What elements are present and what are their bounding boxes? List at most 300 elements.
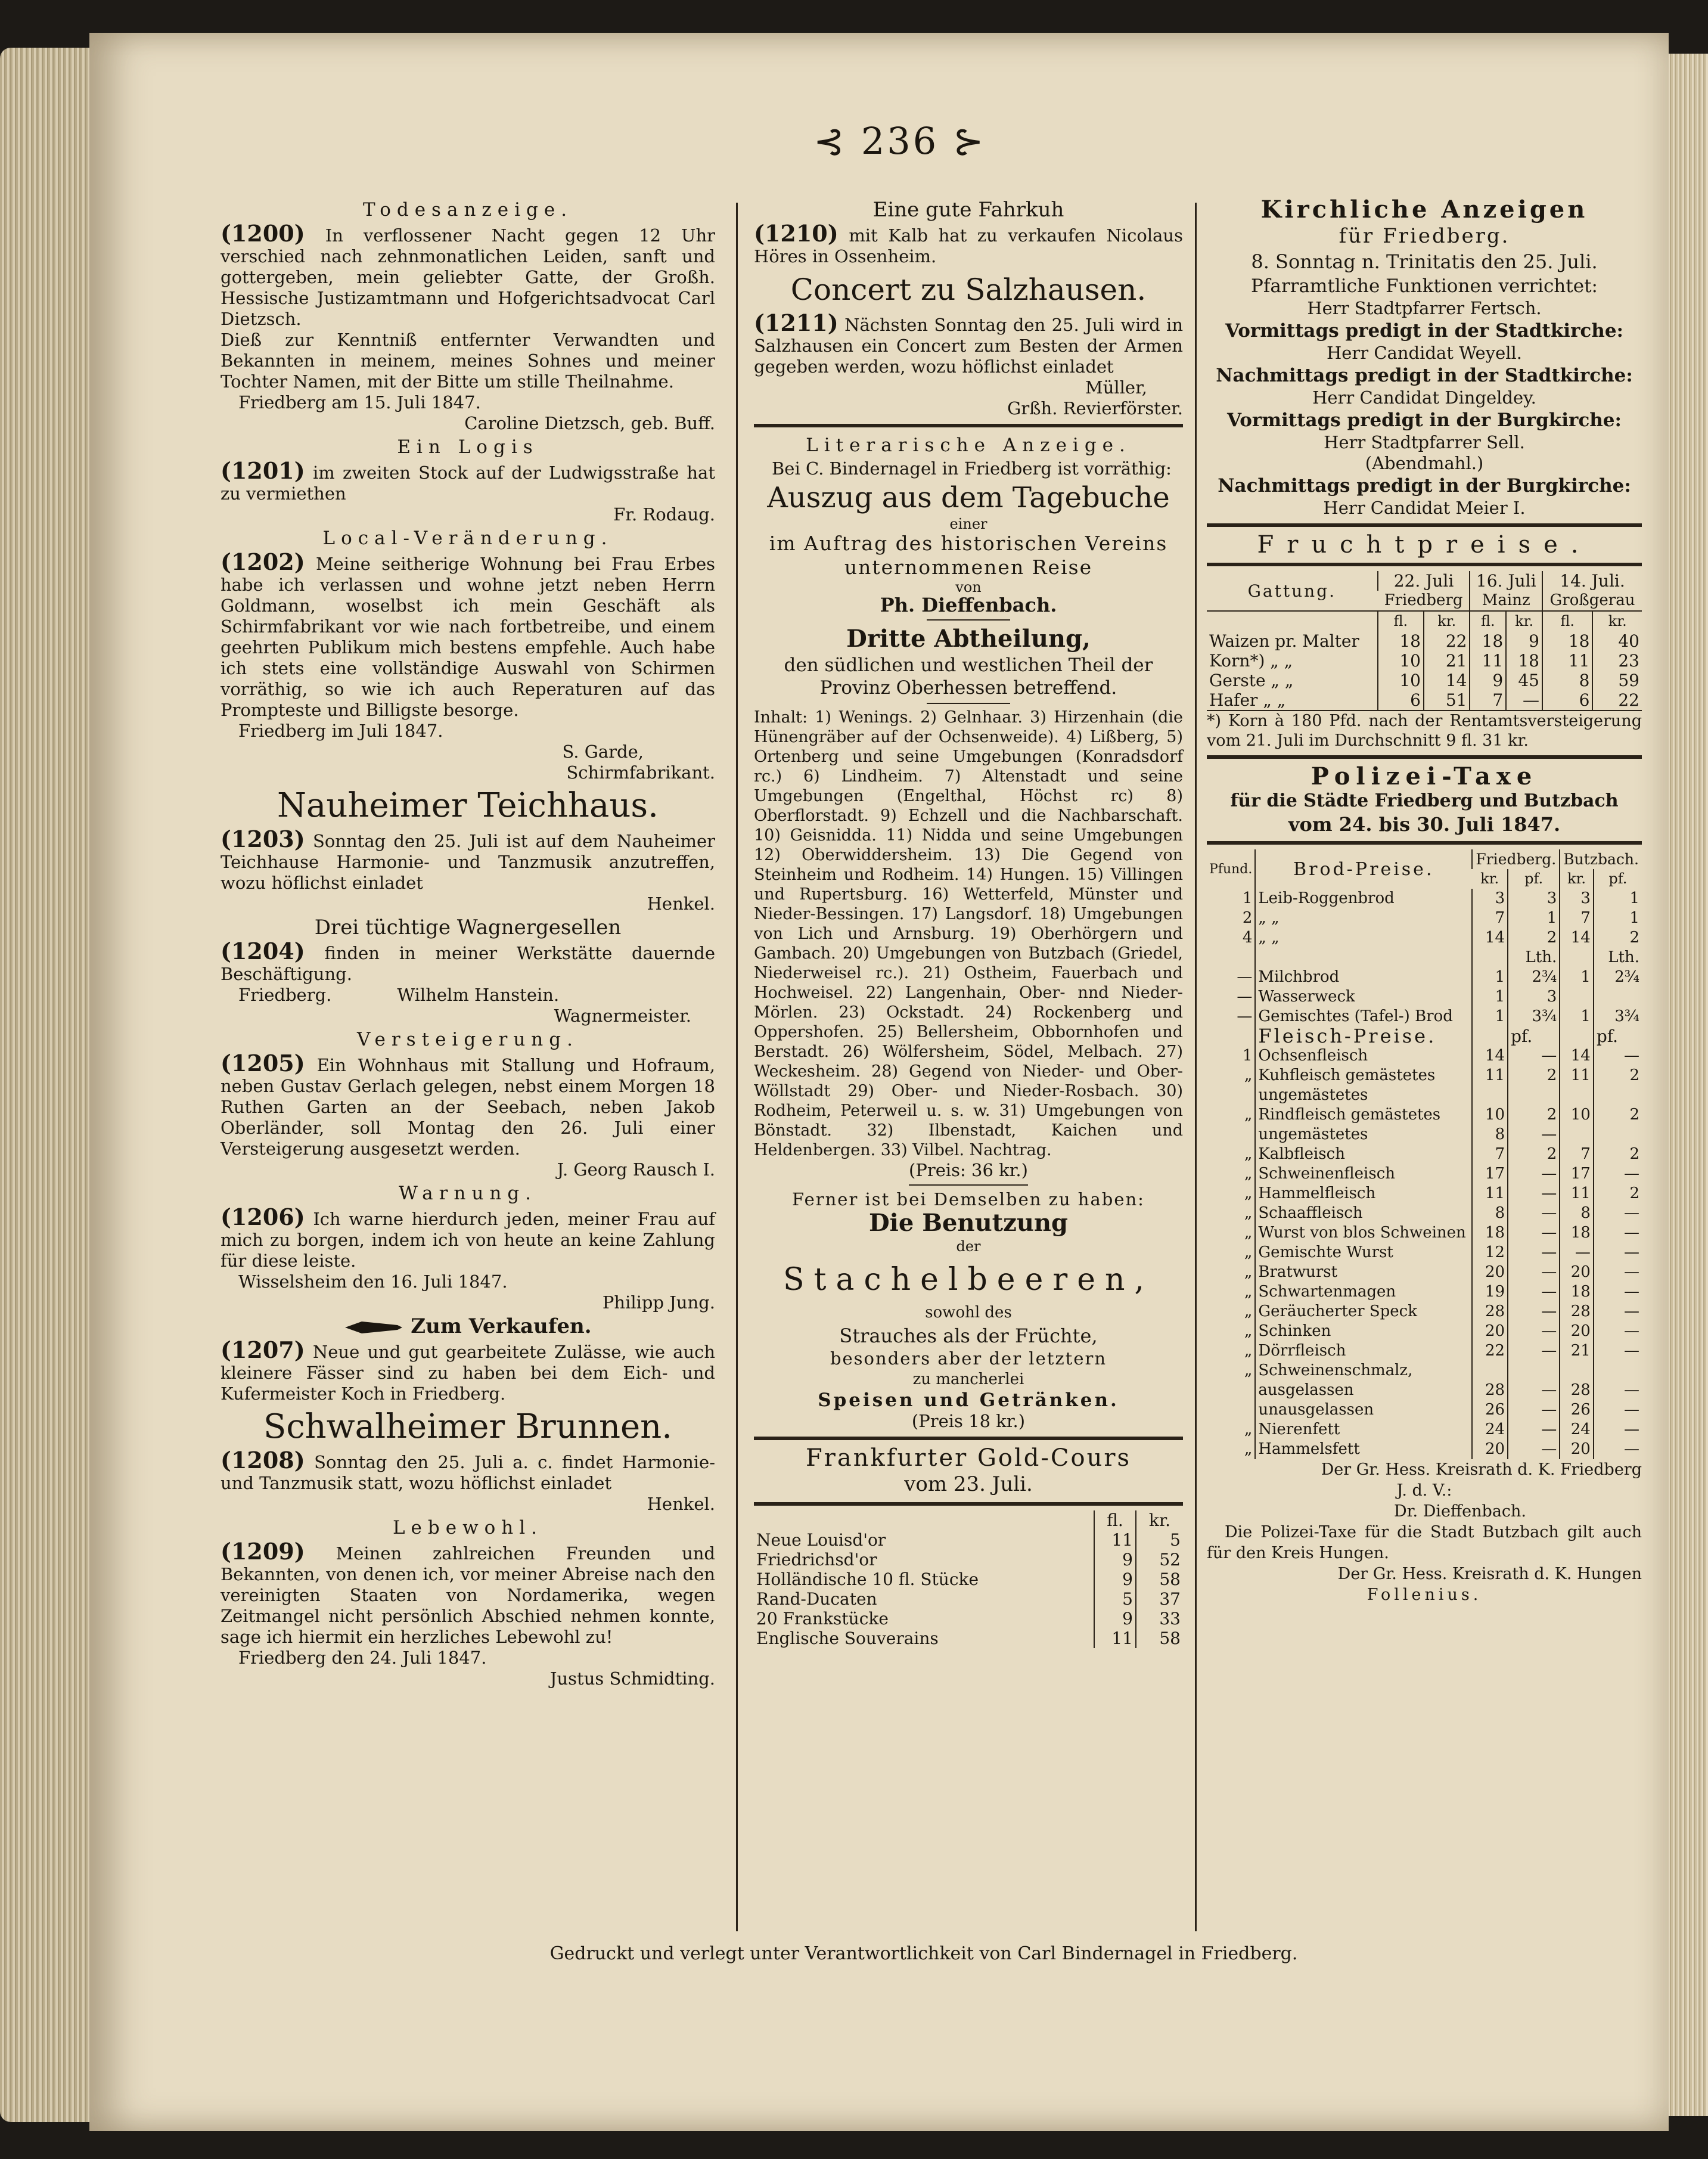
notice-text: Dieß zur Kenntniß entfernter Verwandten und Bekannten in meinem, meines Sohnes und meiner Tochter Namen, mit der Bitte um stille Theilnahme. (221, 330, 715, 392)
notice-signature: Philipp Jung. (602, 1292, 715, 1313)
price-value: — (1508, 1341, 1560, 1361)
table-header: Brod-Preise. (1255, 849, 1472, 889)
section-rule (1207, 755, 1642, 759)
table-row (1207, 1125, 1642, 1144)
notice-body: im zweiten Stock auf der Ludwigsstraße hat zu vermiethen (221, 463, 715, 504)
item-weight: „ (1244, 1224, 1253, 1242)
item-name: Leib-Roggenbrod (1255, 889, 1472, 908)
table-unit: kr. (1560, 869, 1594, 889)
grain-prices-table (1207, 571, 1642, 710)
notice-text (221, 1538, 715, 1648)
price-value: 11 (1560, 1066, 1594, 1085)
church-line: Herr Candidat Meier I. (1323, 498, 1526, 518)
section-subheading: vom 24. bis 30. Juli 1847. (1288, 813, 1561, 836)
price-value: 8 (1542, 671, 1592, 690)
item-name: Wurst von blos Schweinen (1255, 1223, 1472, 1243)
notice-body: Meinen zahlreichen Freunden und Bekannten, von denen ich, vor meiner Abreise nach den vereinigten Staaten von Nordamerika, wegen Zeitmangel nicht persönlich Abschied nehmen konnte, sage ich hiermit ein herzliches Lebewohl zu! (221, 1543, 715, 1647)
table-row (1207, 1144, 1642, 1164)
price-value (1472, 1361, 1508, 1381)
notice-text (221, 1447, 716, 1494)
item-weight (1207, 1381, 1255, 1400)
divider (909, 1184, 1028, 1186)
item-name: Kalbfleisch (1255, 1144, 1472, 1164)
table-unit: kr. (1480, 870, 1499, 887)
price-value: 8 (1472, 1203, 1508, 1223)
notice-number: (1207) (221, 1336, 305, 1363)
imprint-footer: Gedruckt und verlegt unter Verantwortlichkeit von Carl Bindernagel in Friedberg. (549, 1943, 1298, 1964)
notice-number: (1201) (221, 457, 305, 484)
price-value: 3 (1508, 987, 1560, 1007)
price-value: 3¾ (1594, 1007, 1642, 1026)
price-value (1594, 987, 1642, 1007)
table-header: 14. Juli. (1542, 571, 1642, 591)
rate-value: 33 (1136, 1609, 1183, 1628)
price-value: 1 (1560, 1007, 1594, 1026)
rate-value: 9 (1094, 1609, 1136, 1628)
notice-signature: Caroline Dietzsch, geb. Buff. (464, 413, 715, 433)
table-row (1207, 1243, 1642, 1262)
table-unit: kr. (1506, 611, 1542, 631)
table-header: Gattung. (1247, 581, 1337, 601)
table-row (1207, 1046, 1642, 1066)
price-value: — (1594, 1420, 1642, 1440)
notice-signature: Schirmfabrikant. (566, 762, 715, 783)
table-row (1207, 889, 1642, 908)
notice-body: mit Kalb hat zu verkaufen Nicolaus Höres in Ossenheim. (754, 225, 1183, 266)
table-row (754, 1550, 1183, 1569)
price-value: 2 (1594, 1184, 1642, 1203)
price-value: 3 (1472, 889, 1508, 908)
price-value (1560, 948, 1594, 967)
item-weight: „ (1244, 1145, 1253, 1163)
notice-signature: J. Georg Rausch I. (557, 1159, 715, 1180)
church-line: Herr Candidat Dingeldey. (1312, 387, 1536, 408)
table-row (1207, 631, 1642, 651)
table-row (1207, 1400, 1642, 1420)
item-name: Milchbrod (1255, 967, 1472, 987)
item-name: Kuhfleisch gemästetes (1255, 1066, 1472, 1085)
price-value: 10 (1560, 1105, 1594, 1125)
section-rule (754, 1502, 1183, 1506)
price-value: — (1594, 1262, 1642, 1282)
notice-number: (1200) (221, 220, 305, 247)
table-header: fl. (1094, 1510, 1136, 1530)
price-value: 1 (1560, 967, 1594, 987)
table-row (1207, 690, 1642, 710)
price-value: 11 (1560, 1184, 1594, 1203)
price-value: Lth. (1508, 948, 1560, 967)
price-value: 10 (1378, 671, 1424, 690)
table-cell (1472, 1026, 1508, 1046)
price-value: 28 (1472, 1381, 1508, 1400)
item-name: Dörrfleisch (1255, 1341, 1472, 1361)
price-value: 12 (1472, 1243, 1508, 1262)
table-row (754, 1569, 1183, 1589)
item-weight: 4 (1242, 929, 1253, 947)
price-value: 17 (1472, 1164, 1508, 1184)
item-weight: 1 (1242, 889, 1253, 907)
book-title-line: sowohl des (925, 1304, 1012, 1322)
price-value: 21 (1560, 1341, 1594, 1361)
price-value: 23 (1592, 651, 1642, 671)
price-value: 21 (1424, 651, 1470, 671)
pointing-hand-icon (344, 1319, 403, 1336)
church-line: Vormittags predigt in der Burgkirche: (1227, 410, 1622, 431)
notice-date: Friedberg am 15. Juli 1847. (238, 392, 481, 412)
divider (927, 619, 1010, 621)
left-page-edges (0, 48, 101, 2122)
item-name: ungemästetes (1255, 1085, 1472, 1105)
price-value: 19 (1472, 1282, 1508, 1302)
table-row (1207, 948, 1642, 967)
table-row (1207, 1164, 1642, 1184)
table-row (754, 1589, 1183, 1609)
notice-number: (1208) (221, 1447, 305, 1474)
item-weight (1207, 1125, 1255, 1144)
table-cell: pf. (1508, 1026, 1560, 1046)
item-name: Schwartenmagen (1255, 1282, 1472, 1302)
bread-prices-body (1207, 889, 1642, 1026)
notice-date: Wisselsheim den 16. Juli 1847. (238, 1271, 508, 1292)
price-value: 18 (1506, 651, 1542, 671)
price-value: 3 (1560, 889, 1594, 908)
price-value: 1 (1472, 1007, 1508, 1026)
price-value: 59 (1592, 671, 1642, 690)
price-value: — (1560, 1243, 1594, 1262)
price-value (1508, 1361, 1560, 1381)
book-part: Dritte Abtheilung, (846, 625, 1091, 653)
coin-name: Rand-Ducaten (756, 1589, 877, 1609)
price-value: — (1508, 1381, 1560, 1400)
meat-prices-body (1207, 1046, 1642, 1459)
price-value: — (1508, 1223, 1560, 1243)
table-unit: fl. (1378, 611, 1424, 631)
price-value: 2 (1594, 1066, 1642, 1085)
price-value: 20 (1560, 1440, 1594, 1459)
notice-heading: Todesanzeige. (362, 199, 573, 221)
table-row (1207, 1066, 1642, 1085)
notice-signature: Fr. Rodaug. (613, 504, 715, 525)
table-row (1207, 1440, 1642, 1459)
section-rule (1207, 563, 1642, 566)
notice-heading: Versteigerung. (357, 1029, 579, 1050)
notice-heading: Local-Veränderung. (322, 528, 613, 549)
table-unit: fl. (1542, 611, 1592, 631)
price-value: 18 (1560, 1282, 1594, 1302)
price-value: — (1594, 1381, 1642, 1400)
price-value: 40 (1592, 631, 1642, 651)
gold-rates-body (754, 1530, 1183, 1648)
price-value (1594, 1361, 1642, 1381)
table-subheader-row (1207, 1026, 1642, 1046)
item-name: ungemästetes (1255, 1125, 1472, 1144)
price-value: 1 (1508, 908, 1560, 928)
notice-number: (1206) (221, 1203, 305, 1230)
item-weight: — (1237, 988, 1253, 1006)
book-title-line: Strauches als der Früchte, (839, 1324, 1098, 1347)
table-header: Butzbach. (1560, 849, 1642, 869)
price-value: Lth. (1594, 948, 1642, 967)
item-weight (1207, 948, 1255, 967)
item-weight (1207, 1400, 1255, 1420)
notice-text (221, 938, 715, 985)
church-line: Pfarramtliche Funktionen verrichtet: (1251, 275, 1598, 297)
church-line: Herr Candidat Weyell. (1326, 343, 1523, 363)
notice-heading: Warnung. (398, 1183, 538, 1204)
book-title-line: der (956, 1238, 981, 1255)
price-value: 24 (1472, 1420, 1508, 1440)
church-line: Vormittags predigt in der Stadtkirche: (1225, 320, 1623, 342)
item-weight: 2 (1242, 909, 1253, 927)
notice-heading: Drei tüchtige Wagnergesellen (314, 916, 622, 939)
tax-signature: Der Gr. Hess. Kreisrath d. K. Friedberg (1321, 1460, 1642, 1479)
book-title: Die Benutzung (868, 1209, 1068, 1237)
rate-value: 9 (1094, 1569, 1136, 1589)
price-value: 2 (1508, 1066, 1560, 1085)
price-value: — (1508, 1420, 1560, 1440)
item-name: Schinken (1255, 1322, 1472, 1341)
price-value: — (1508, 1184, 1560, 1203)
price-value: 14 (1472, 928, 1508, 948)
notice-signature: Henkel. (647, 894, 715, 914)
table-header: 22. Juli (1378, 571, 1470, 591)
price-value: 6 (1542, 690, 1592, 710)
coin-name: 20 Frankstücke (756, 1609, 889, 1628)
column-right (1207, 197, 1642, 1605)
table-unit: kr. (1424, 611, 1470, 631)
price-value: 1 (1472, 967, 1508, 987)
coin-name: Neue Louisd'or (756, 1530, 886, 1550)
notice-signature: Justus Schmidting. (549, 1668, 715, 1689)
table-row (1207, 651, 1642, 671)
price-value: 1 (1594, 889, 1642, 908)
right-page-edges (1666, 54, 1708, 2116)
table-row (1207, 1007, 1642, 1026)
church-line: 8. Sonntag n. Trinitatis den 25. Juli. (1251, 250, 1598, 273)
coin-name: Englische Souverains (756, 1628, 939, 1648)
notice-text (221, 1336, 715, 1404)
table-header: Mainz (1470, 591, 1542, 611)
book-title-line: Speisen und Getränken. (818, 1389, 1119, 1411)
church-line: Herr Stadtpfarrer Fertsch. (1307, 298, 1542, 318)
item-weight: „ (1244, 1302, 1253, 1320)
price-value: — (1508, 1125, 1560, 1144)
price-value: 18 (1470, 631, 1506, 651)
notice-number: (1205) (221, 1050, 305, 1077)
table-unit: kr. (1592, 611, 1642, 631)
price-value: 2 (1594, 1105, 1642, 1125)
divider (927, 703, 1010, 704)
notice-text: Ferner ist bei Demselben zu haben: (792, 1189, 1145, 1209)
church-line: Herr Stadtpfarrer Sell. (1324, 432, 1525, 452)
table-header: 16. Juli (1470, 571, 1542, 591)
price-value: — (1508, 1440, 1560, 1459)
notice-number: (1209) (221, 1538, 305, 1565)
price-value: 2 (1594, 1144, 1642, 1164)
price-value: 22 (1592, 690, 1642, 710)
notice-number: (1204) (221, 938, 305, 964)
notice-text (221, 220, 716, 330)
rate-value: 52 (1136, 1550, 1183, 1569)
table-header (754, 1510, 1094, 1530)
notice-body: Meine seitherige Wohnung bei Frau Erbes habe ich verlassen und wohne jetzt neben Herrn Goldmann, woselbst ich mein Geschäft als Schirmfabrikant vor wie nach fortbetreibe, und einem geehrten Publikum mich bestens empfehle. Auch habe ich stets eine vollständige Auswahl von Schirmen vorräthig, so wie ich auch Reperaturen auf das Prompteste und Billigste besorge. (221, 554, 716, 720)
price-value: 14 (1424, 671, 1470, 690)
price-value: 14 (1472, 1046, 1508, 1066)
table-cell (1207, 1026, 1255, 1046)
table-header: kr. (1136, 1510, 1183, 1530)
page-number-text: 236 (861, 119, 939, 163)
table-row (1207, 1105, 1642, 1125)
item-name: Hammelfleisch (1255, 1184, 1472, 1203)
price-value: — (1594, 1341, 1642, 1361)
price-value: 7 (1560, 908, 1594, 928)
price-value: — (1594, 1400, 1642, 1420)
notice-date: Friedberg den 24. Juli 1847. (238, 1648, 487, 1668)
notice-body: Sonntag den 25. Juli a. c. findet Harmonie- und Tanzmusik statt, wozu höflichst einladet (221, 1452, 716, 1493)
price-value: 8 (1472, 1125, 1508, 1144)
price-value: — (1594, 1440, 1642, 1459)
price-value: — (1508, 1046, 1560, 1066)
table-row (1207, 1322, 1642, 1341)
notice-heading-large: Schwalheimer Brunnen. (263, 1407, 673, 1446)
coin-name: Holländische 10 fl. Stücke (756, 1569, 979, 1589)
price-value: 7 (1472, 1144, 1508, 1164)
table-header: Friedberg (1384, 591, 1463, 609)
item-weight: „ (1244, 1420, 1253, 1438)
rate-value: 58 (1136, 1569, 1183, 1589)
price-value (1560, 1125, 1594, 1144)
table-subheader: Fleisch-Preise. (1255, 1026, 1472, 1046)
item-weight: „ (1244, 1342, 1253, 1360)
notice-signature: Müller, (1085, 377, 1147, 398)
item-weight: „ (1244, 1263, 1253, 1281)
price-value: 10 (1472, 1105, 1508, 1125)
item-weight: „ (1244, 1106, 1253, 1124)
page-number (685, 119, 1114, 163)
item-weight: „ (1244, 1361, 1253, 1379)
notice-heading-large: Concert zu Salzhausen. (790, 272, 1147, 307)
price-value: — (1508, 1302, 1560, 1322)
section-subheading: für die Städte Friedberg und Butzbach (1230, 790, 1619, 811)
book-subtitle: im Auftrag des historischen Vereins unternommenen Reise (769, 532, 1168, 579)
price-value (1472, 948, 1508, 967)
section-rule (1207, 523, 1642, 527)
item-name: „ „ (1255, 928, 1472, 948)
price-value: 11 (1470, 651, 1506, 671)
item-name: Geräucherter Speck (1255, 1302, 1472, 1322)
ornament-left: ⊰ (813, 119, 861, 163)
church-line: (Abendmahl.) (1365, 453, 1484, 473)
table-unit: fl. (1470, 611, 1506, 631)
price-value: 20 (1560, 1262, 1594, 1282)
book-contents: Inhalt: 1) Wenings. 2) Gelnhaar. 3) Hirzenhain (die Hünengräber auf der Ochsenweide). 4) Lißberg, 5) Ortenberg und seine Umgebungen (Konradsdorf rc.) 6) Lindheim. 7) Altenstadt und seine Umgebungen (Engelthal, Höchst rc) 8) Oberflorstadt. 9) Echzell und die Nachbarschaft. 10) Geisnidda. 11) Nidda und seine Umgebungen 12) Oberwiddersheim. 13) Die Gegend von Steinheim und Rodheim. 14) Hungen. 15) Villingen und Rupertsburg. 16) Wetterfeld, Münster und Nieder-Bessingen. 17) Langsdorf. 18) Umgebungen von Lich und Arnsburg. 19) Oberhörgern und Gambach. 20) Umgebungen von Butzbach (Griedel, Niederweisel rc.). 21) Ostheim, Fauerbach und Hochweisel. 22) Langenhain, Ober- nnd Nieder-Mörlen. 23) Ockstadt. 24) Rockenberg und Oppershofen. 25) Bellersheim, Obbornhofen und Berstadt. 26) Wölfersheim, Södel, Melbach. 27) Weckesheim. 28) Gegend von Nieder- und Ober-Wöllstadt 29) Ober- und Nieder-Rosbach. 30) Rodheim, Peterweil u. s. w. 31) Umgebungen von Bönstadt. 32) Ilbenstadt, Kaichen und Heldenbergen. 33) Vilbel. Nachtrag. (754, 708, 1183, 1159)
table-unit: pf. (1594, 869, 1642, 889)
price-value: 20 (1472, 1440, 1508, 1459)
item-name: Rindfleisch gemästetes (1255, 1105, 1472, 1125)
price-value: 9 (1506, 631, 1542, 651)
price-value: — (1594, 1046, 1642, 1066)
notice-signature: S. Garde, (562, 742, 644, 762)
tax-signature: J. d. V.: (1396, 1481, 1452, 1500)
notice-signature-name: Wilhelm Hanstein. (397, 985, 560, 1005)
price-value: 7 (1472, 908, 1508, 928)
item-weight: „ (1244, 1440, 1253, 1458)
section-heading: Literarische Anzeige. (806, 435, 1131, 456)
item-name: unausgelassen (1255, 1400, 1472, 1420)
price-value: 1 (1594, 908, 1642, 928)
book-price: (Preis: 36 kr.) (909, 1160, 1028, 1180)
price-value: — (1594, 1243, 1642, 1262)
notice-heading (221, 1313, 715, 1339)
price-value (1472, 1085, 1508, 1105)
tax-note: Die Polizei-Taxe für die Stadt Butzbach gilt auch für den Kreis Hungen. (1207, 1523, 1642, 1562)
price-value: 10 (1378, 651, 1424, 671)
item-name: Ochsenfleisch (1255, 1046, 1472, 1066)
column-middle (754, 197, 1183, 1648)
price-value: 2 (1508, 1105, 1560, 1125)
price-value: 11 (1472, 1184, 1508, 1203)
notice-body: In verflossener Nacht gegen 12 Uhr verschied nach zehnmonatlichen Leiden, sanft und gottergeben, mein geliebter Gatte, der Großh. Hessische Justizamtmann und Hofgerichtsadvocat Carl Dietzsch. (221, 225, 716, 329)
price-value: 20 (1472, 1262, 1508, 1282)
price-value: 3 (1508, 889, 1560, 908)
table-row (1207, 1361, 1642, 1381)
grain-name: Korn*) „ „ (1209, 651, 1293, 671)
item-weight (1207, 1085, 1255, 1105)
notice-heading: Ein Logis (397, 436, 539, 458)
notice-date: Friedberg im Juli 1847. (238, 721, 443, 741)
price-value: 1 (1472, 987, 1508, 1007)
notice-heading: Eine gute Fahrkuh (872, 198, 1064, 222)
book-title-line: einer (949, 516, 987, 532)
table-cell (1207, 611, 1378, 631)
book-title-large: Stachelbeeren, (782, 1262, 1154, 1298)
rate-value: 58 (1136, 1628, 1183, 1648)
table-row (754, 1609, 1183, 1628)
item-name: Schweinenfleisch (1255, 1164, 1472, 1184)
notice-number: (1211) (754, 309, 839, 336)
price-value: 6 (1378, 690, 1424, 710)
tax-signature: Dr. Dieffenbach. (1393, 1502, 1527, 1521)
table-row (1207, 1381, 1642, 1400)
table-header: Friedberg. (1472, 849, 1560, 869)
notice-number: (1202) (221, 548, 305, 575)
price-value: — (1508, 1400, 1560, 1420)
price-value (1594, 1125, 1642, 1144)
table-header-row (1207, 571, 1642, 591)
notice-signature: Grßh. Revierförster. (1007, 398, 1183, 418)
table-header-row (754, 1510, 1183, 1530)
price-value: — (1508, 1164, 1560, 1184)
item-name: Wasserweck (1255, 987, 1472, 1007)
table-cell (1560, 1026, 1594, 1046)
church-line: Nachmittags predigt in der Stadtkirche: (1216, 365, 1633, 386)
table-header: Pfund. (1209, 861, 1253, 877)
police-tax-table (1207, 849, 1642, 1459)
item-name: Gemischte Wurst (1255, 1243, 1472, 1262)
rate-value: 37 (1136, 1589, 1183, 1609)
price-value: — (1508, 1322, 1560, 1341)
notice-heading-text: Zum Verkaufen. (411, 1314, 592, 1338)
price-value (1560, 1361, 1594, 1381)
item-weight: „ (1244, 1165, 1253, 1183)
price-value: 2 (1594, 928, 1642, 948)
price-value: 17 (1560, 1164, 1594, 1184)
grain-prices-body (1207, 631, 1642, 710)
rate-value: 5 (1094, 1589, 1136, 1609)
price-value: 26 (1560, 1400, 1594, 1420)
section-rule (1207, 841, 1642, 845)
notice-number: (1203) (221, 826, 305, 852)
